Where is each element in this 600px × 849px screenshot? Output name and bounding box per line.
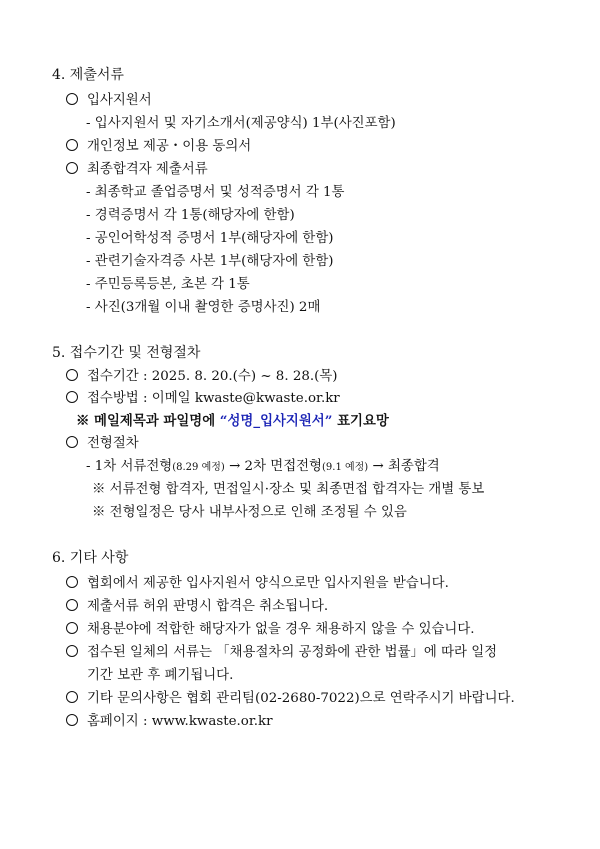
process-step-1-date: (8.29 예정) [172,462,225,473]
sub-item: - 최종학교 졸업증명서 및 성적증명서 각 1통 [86,185,345,200]
list-item [66,138,251,156]
list-item [66,713,273,731]
item-text: 접수기간 : 2025. 8. 20.(수) ~ 8. 28.(목) [87,369,338,384]
list-item [66,390,340,408]
sub-item: - 주민등록등본, 초본 각 1통 [86,277,250,292]
circle-bullet-icon [66,714,78,726]
circle-bullet-icon [66,436,78,448]
list-item [66,575,449,593]
list-item [66,644,497,662]
circle-bullet-icon [66,93,78,105]
section-6-title: 6. 기타 사항 [52,550,129,566]
process-line [86,458,440,477]
item-text-continued: 기간 보관 후 폐기됩니다. [87,668,234,683]
section-4-title: 4. 제출서류 [52,67,124,83]
circle-bullet-icon [66,691,78,703]
circle-bullet-icon [66,576,78,588]
circle-bullet-icon [66,391,78,403]
list-item [66,435,139,453]
list-item [66,598,328,616]
circle-bullet-icon [66,599,78,611]
circle-bullet-icon [66,622,78,634]
process-note: ※ 서류전형 합격자, 면접일시·장소 및 최종면접 합격자는 개별 통보 [92,482,485,497]
item-text: 협회에서 제공한 입사지원서 양식으로만 입사지원을 받습니다. [87,576,449,591]
sub-item: - 관련기술자격증 사본 1부(해당자에 한함) [86,254,334,269]
email-notice [76,412,389,430]
circle-bullet-icon [66,139,78,151]
item-text: 제출서류 허위 판명시 합격은 취소됩니다. [87,599,329,614]
sub-item: - 입사지원서 및 자기소개서(제공양식) 1부(사진포함) [86,116,396,131]
list-item [66,368,338,386]
sub-item: - 사진(3개월 이내 촬영한 증명사진) 2매 [86,300,321,315]
circle-bullet-icon [66,369,78,381]
item-text: 접수방법 : 이메일 kwaste@kwaste.or.kr [87,391,340,406]
section-5-title: 5. 접수기간 및 전형절차 [52,345,201,361]
notice-highlight: “성명_입사지원서” [219,413,333,429]
process-step-2-date: (9.1 예정) [322,462,369,473]
list-item [66,161,208,179]
item-text: 전형절차 [87,436,139,451]
item-text: 기타 문의사항은 협회 관리팀(02-2680-7022)으로 연락주시기 바랍니다. [87,691,515,706]
process-step-1: - 1차 서류전형 [86,459,173,474]
notice-suffix: 표기요망 [332,413,389,429]
process-step-3: → 최종합격 [368,459,440,474]
list-item [66,621,475,639]
sub-item: - 공인어학성적 증명서 1부(해당자에 한함) [86,231,334,246]
process-step-2: → 2차 면접전형 [224,459,322,474]
item-text: 개인정보 제공・이용 동의서 [87,139,252,154]
item-text: 입사지원서 [87,93,152,108]
circle-bullet-icon [66,645,78,657]
list-item [66,690,515,708]
item-text: 최종합격자 제출서류 [87,162,208,177]
item-text: 홈페이지 : www.kwaste.or.kr [87,714,273,729]
process-note: ※ 전형일정은 당사 내부사정으로 인해 조정될 수 있음 [92,505,407,520]
sub-item: - 경력증명서 각 1통(해당자에 한함) [86,208,295,223]
item-text: 접수된 일체의 서류는 「채용절차의 공정화에 관한 법률」에 따라 일정 [87,645,498,660]
item-text: 채용분야에 적합한 해당자가 없을 경우 채용하지 않을 수 있습니다. [87,622,475,637]
circle-bullet-icon [66,162,78,174]
list-item [66,92,152,110]
notice-prefix: ※ 메일제목과 파일명에 [76,413,220,429]
